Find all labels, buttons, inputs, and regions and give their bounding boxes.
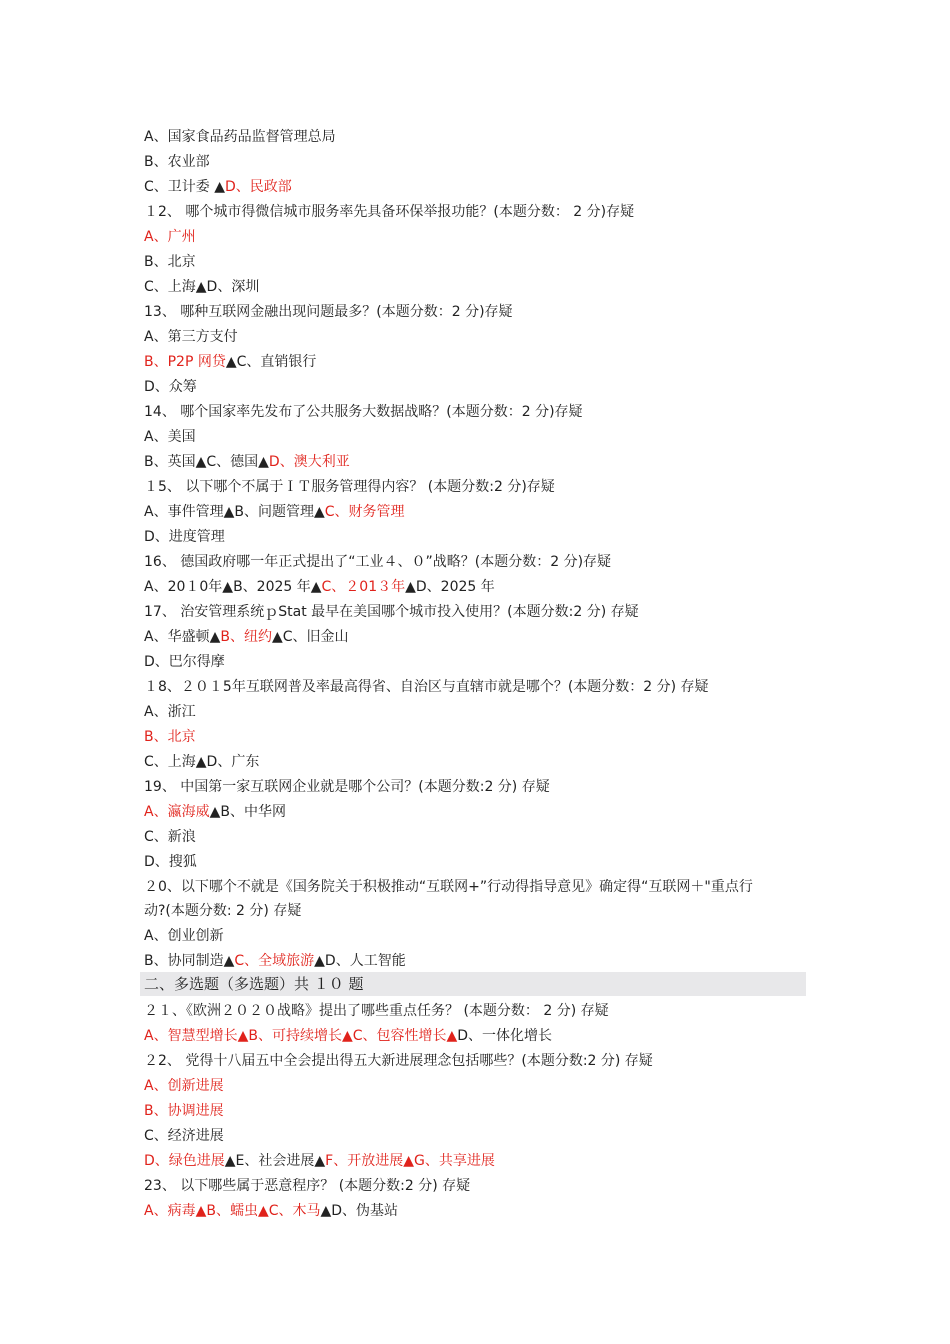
option-line	[144, 1024, 806, 1048]
answer-text: D、民政部	[225, 179, 292, 195]
option-line	[144, 375, 806, 399]
line-text: ２0、以下哪个不就是《国务院关于积极推动“互联网+”行动得指导意见》确定得“互联网＋"重点行	[144, 879, 753, 895]
option-line	[144, 725, 806, 749]
question-line	[144, 675, 806, 699]
line-text: 19、 中国第一家互联网企业就是哪个公司？(本题分数:2 分) 存疑	[144, 779, 550, 795]
line-text: １8、２０１5年互联网普及率最高得省、自治区与直辖市就是哪个？(本题分数：2 分) 存疑	[144, 679, 709, 695]
question-line	[144, 300, 806, 324]
line-text: D、搜狐	[144, 854, 197, 870]
question-line	[144, 600, 806, 624]
line-text: 13、 哪种互联网金融出现问题最多？(本题分数：2 分)存疑	[144, 304, 513, 320]
question-line	[144, 1049, 806, 1073]
question-line	[144, 475, 806, 499]
line-text: ▲D、伪基站	[320, 1203, 399, 1219]
question-line	[144, 775, 806, 799]
line-text: C、卫计委﻿ ▲	[144, 179, 225, 195]
option-line	[144, 150, 806, 174]
answer-text: C、财务管理	[324, 504, 405, 520]
answer-text: B、协调进展	[144, 1103, 224, 1119]
line-text: C、经济进展	[144, 1128, 224, 1144]
line-text: B、协同制造▲	[144, 953, 235, 969]
option-line	[144, 1149, 806, 1173]
line-text: A、事件管理▲B、问题管理▲	[144, 504, 325, 520]
line-text: 动?(本题分数: 2 分) 存疑	[144, 903, 302, 919]
question-line	[144, 875, 806, 899]
line-text: 16、 德国政府哪一年正式提出了“工业４、０”战略？(本题分数：2 分)存疑	[144, 554, 612, 570]
answer-text: F、开放进展▲G、共享进展	[325, 1153, 495, 1169]
answer-text: D、绿色进展	[144, 1153, 225, 1169]
option-line	[144, 850, 806, 874]
option-line	[144, 225, 806, 249]
line-text: D、进度管理	[144, 529, 225, 545]
option-line	[144, 825, 806, 849]
option-line	[144, 1099, 806, 1123]
line-text: 14、 哪个国家率先发布了公共服务大数据战略？(本题分数：2 分)存疑	[144, 404, 583, 420]
option-line	[144, 275, 806, 299]
option-line	[144, 450, 806, 474]
answer-text: A、病毒▲B、蠕虫▲C、木马	[144, 1203, 321, 1219]
line-text: C、新浪	[144, 829, 196, 845]
line-text: ▲E、社会进展▲	[224, 1153, 326, 1169]
answer-text: C、全域旅游	[234, 953, 315, 969]
line-text: ▲C、直销银行	[225, 354, 317, 370]
question-line	[144, 999, 806, 1023]
line-text: C、上海▲D、深圳	[144, 279, 260, 295]
line-text: A、华盛顿▲	[144, 629, 221, 645]
option-line	[144, 1074, 806, 1098]
option-line	[144, 500, 806, 524]
line-text: D、众筹	[144, 379, 197, 395]
option-line	[144, 175, 806, 199]
line-text: ▲C、旧金山	[271, 629, 349, 645]
option-line	[144, 949, 806, 973]
line-text: ▲D、人工智能	[314, 953, 406, 969]
section-header-label: 二、多选题（多选题）共 １０ 题	[144, 975, 364, 993]
answer-text: C、２01３年	[321, 579, 406, 595]
line-text: D、巴尔得摩	[144, 654, 225, 670]
option-line	[144, 750, 806, 774]
line-text: A、20１0年▲B、2025 年▲	[144, 579, 322, 595]
line-text: A、创业创新	[144, 928, 224, 944]
line-text: 23、 以下哪些属于恶意程序？ (本题分数:2 分) 存疑	[144, 1178, 471, 1194]
answer-text: A、广州	[144, 229, 196, 245]
option-line	[144, 525, 806, 549]
option-line	[144, 800, 806, 824]
line-text: A、浙江	[144, 704, 196, 720]
answer-text: B、纽约	[220, 629, 272, 645]
answer-text: A、瀛海威	[144, 804, 210, 820]
line-text: ▲D、2025 年	[405, 579, 495, 595]
option-line	[144, 350, 806, 374]
option-line	[144, 1124, 806, 1148]
answer-text: A、创新进展	[144, 1078, 224, 1094]
question-line	[144, 200, 806, 224]
question-line	[144, 400, 806, 424]
option-line	[144, 625, 806, 649]
line-text: １5、 以下哪个不属于ＩＴ服务管理得内容？ (本题分数:2 分)存疑	[144, 479, 555, 495]
answer-text: B、北京	[144, 729, 196, 745]
line-text: B、英国▲C、德国▲	[144, 454, 269, 470]
line-text: ２１、《欧洲２０２０战略》提出了哪些重点任务？ (本题分数： 2 分) 存疑	[144, 1003, 609, 1019]
option-line	[144, 650, 806, 674]
line-text: ２2、 党得十八届五中全会提出得五大新进展理念包括哪些？(本题分数:2 分) 存疑	[144, 1053, 653, 1069]
line-text: ▲B、中华网	[209, 804, 286, 820]
line-text: 17、 治安管理系统ｐStat 最早在美国哪个城市投入使用？(本题分数:2 分) 存疑	[144, 604, 639, 620]
line-text: A、第三方支付	[144, 329, 238, 345]
answer-text: D、澳大利亚	[268, 454, 350, 470]
line-text: A、国家食品药品监督管理总局	[144, 129, 336, 145]
line-text: B、北京	[144, 254, 196, 270]
line-text: C、上海▲D、广东	[144, 754, 260, 770]
line-text: D、一体化增长	[457, 1028, 553, 1044]
option-line	[144, 1199, 806, 1223]
option-line	[144, 125, 806, 149]
line-text: １2、 哪个城市得微信城市服务率先具备环保举报功能？(本题分数： 2 分)存疑	[144, 204, 635, 220]
answer-text: B、P2P 网贷	[144, 354, 226, 370]
question-line	[144, 1174, 806, 1198]
line-text: A、美国	[144, 429, 196, 445]
question-line	[144, 550, 806, 574]
section-header	[140, 972, 806, 996]
option-line	[144, 924, 806, 948]
option-line	[144, 425, 806, 449]
option-line	[144, 250, 806, 274]
option-line	[144, 700, 806, 724]
option-line	[144, 575, 806, 599]
question-line	[144, 899, 806, 923]
line-text: B、农业部	[144, 154, 210, 170]
option-line	[144, 325, 806, 349]
answer-text: A、智慧型增长▲B、可持续增长▲C、包容性增长▲	[144, 1028, 458, 1044]
